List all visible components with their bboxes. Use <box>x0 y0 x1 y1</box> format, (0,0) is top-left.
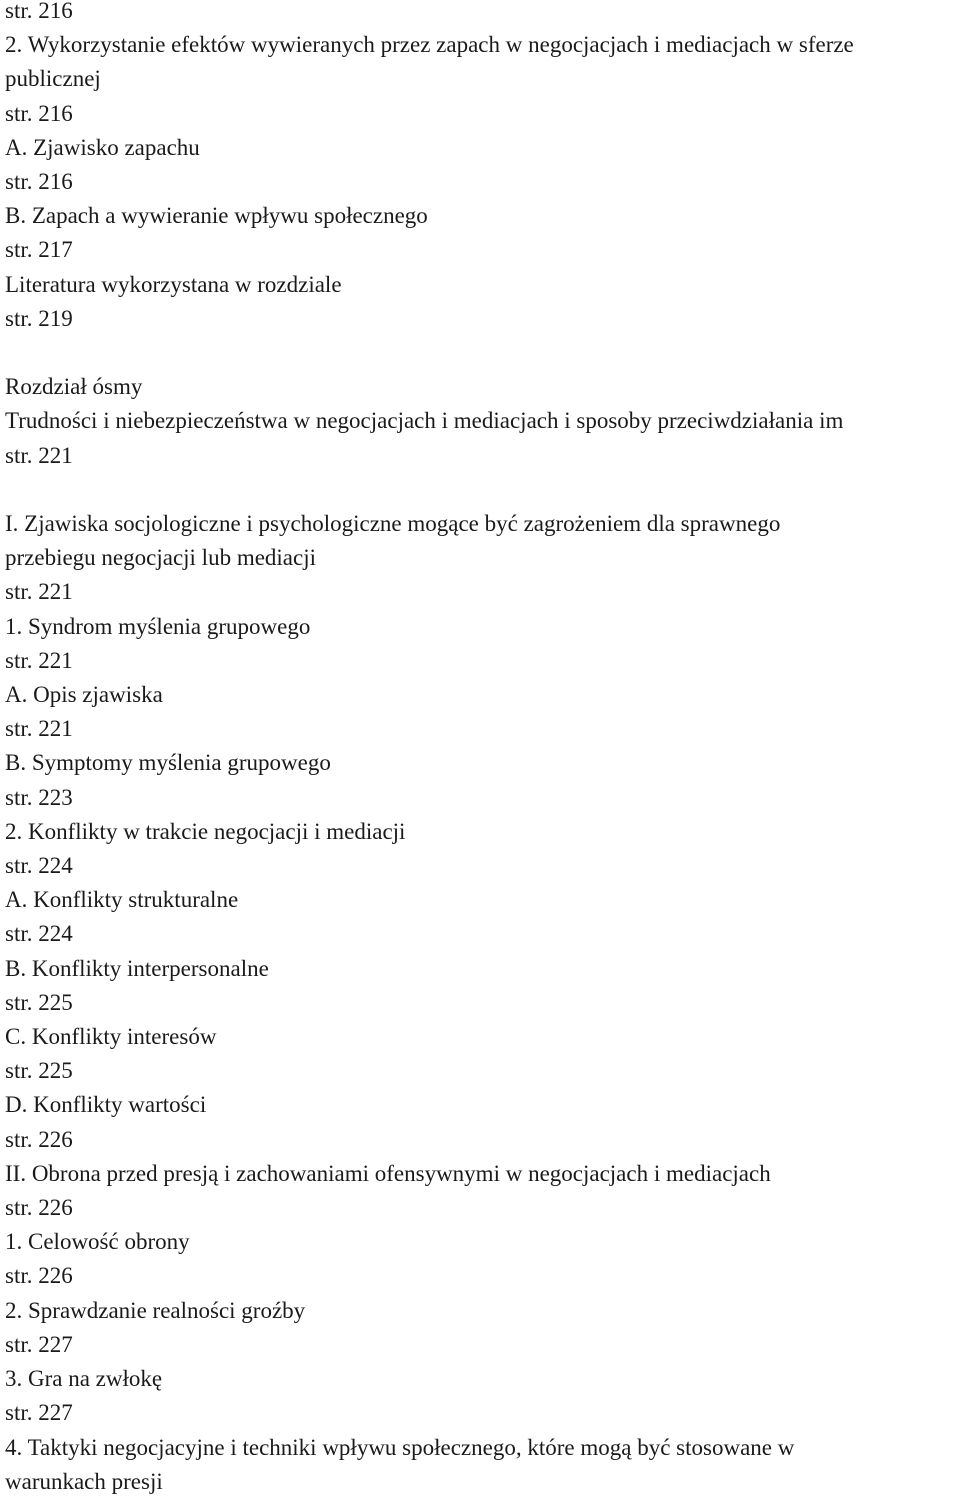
page-number: str. 227 <box>5 1331 73 1357</box>
page-number: str. 227 <box>5 1400 73 1426</box>
toc-entry-text: 1. Syndrom myślenia grupowego <box>5 613 311 639</box>
page-number: str. 226 <box>5 1126 73 1152</box>
page-number: str. 224 <box>5 921 73 947</box>
page-number: str. 217 <box>5 237 73 263</box>
toc-entry-text: 2. Konflikty w trakcie negocjacji i mediacji <box>5 818 406 844</box>
toc-entry-text: A. Zjawisko zapachu <box>5 134 200 160</box>
page-number: str. 225 <box>5 1058 73 1084</box>
toc-entry-text: B. Konflikty interpersonalne <box>5 955 269 981</box>
page-number: str. 216 <box>5 0 73 23</box>
page-number: str. 216 <box>5 169 73 195</box>
page-number: str. 216 <box>5 100 73 126</box>
toc-entry-text: A. Konflikty strukturalne <box>5 887 239 913</box>
toc-entry-text: 3. Gra na zwłokę <box>5 1366 163 1392</box>
page-number: str. 221 <box>5 647 73 673</box>
toc-entry-text: B. Zapach a wywieranie wpływu społecznego <box>5 203 428 229</box>
page-number: str. 226 <box>5 1263 73 1289</box>
page-number: str. 223 <box>5 784 73 810</box>
page-number: str. 225 <box>5 989 73 1015</box>
page-number: str. 224 <box>5 853 73 879</box>
toc-entry-text: Literatura wykorzystana w rozdziale <box>5 271 342 297</box>
toc-entry-text: warunkach presji <box>5 1468 163 1494</box>
toc-entry-text: Rozdział ósmy <box>5 374 143 400</box>
table-of-contents <box>5 0 955 1499</box>
toc-entry-text: D. Konflikty wartości <box>5 1092 207 1118</box>
page-number: str. 221 <box>5 579 73 605</box>
toc-entry-text: A. Opis zjawiska <box>5 682 163 708</box>
page-number: str. 221 <box>5 442 73 468</box>
blank-line <box>5 336 955 370</box>
page-number: str. 219 <box>5 305 73 331</box>
toc-entry-text: C. Konflikty interesów <box>5 1024 217 1050</box>
toc-entry-text: 2. Wykorzystanie efektów wywieranych przez zapach w negocjacjach i mediacjach w sferze <box>5 32 854 58</box>
toc-entry-text: II. Obrona przed presją i zachowaniami ofensywnymi w negocjacjach i mediacjach <box>5 1160 771 1186</box>
toc-entry-text: 4. Taktyki negocjacyjne i techniki wpływu społecznego, które mogą być stosowane w <box>5 1434 795 1460</box>
toc-entry-text: Trudności i niebezpieczeństwa w negocjacjach i mediacjach i sposoby przeciwdziałania im <box>5 408 844 434</box>
toc-entry-text: przebiegu negocjacji lub mediacji <box>5 545 317 571</box>
toc-entry-text: B. Symptomy myślenia grupowego <box>5 750 331 776</box>
toc-entry-text: 2. Sprawdzanie realności groźby <box>5 1297 306 1323</box>
toc-entry-text: I. Zjawiska socjologiczne i psychologiczne mogące być zagrożeniem dla sprawnego <box>5 511 781 537</box>
toc-entry-text: publicznej <box>5 66 101 92</box>
toc-entry-text: 1. Celowość obrony <box>5 1229 190 1255</box>
blank-line <box>5 473 955 507</box>
page-number: str. 226 <box>5 1195 73 1221</box>
page-number: str. 221 <box>5 716 73 742</box>
